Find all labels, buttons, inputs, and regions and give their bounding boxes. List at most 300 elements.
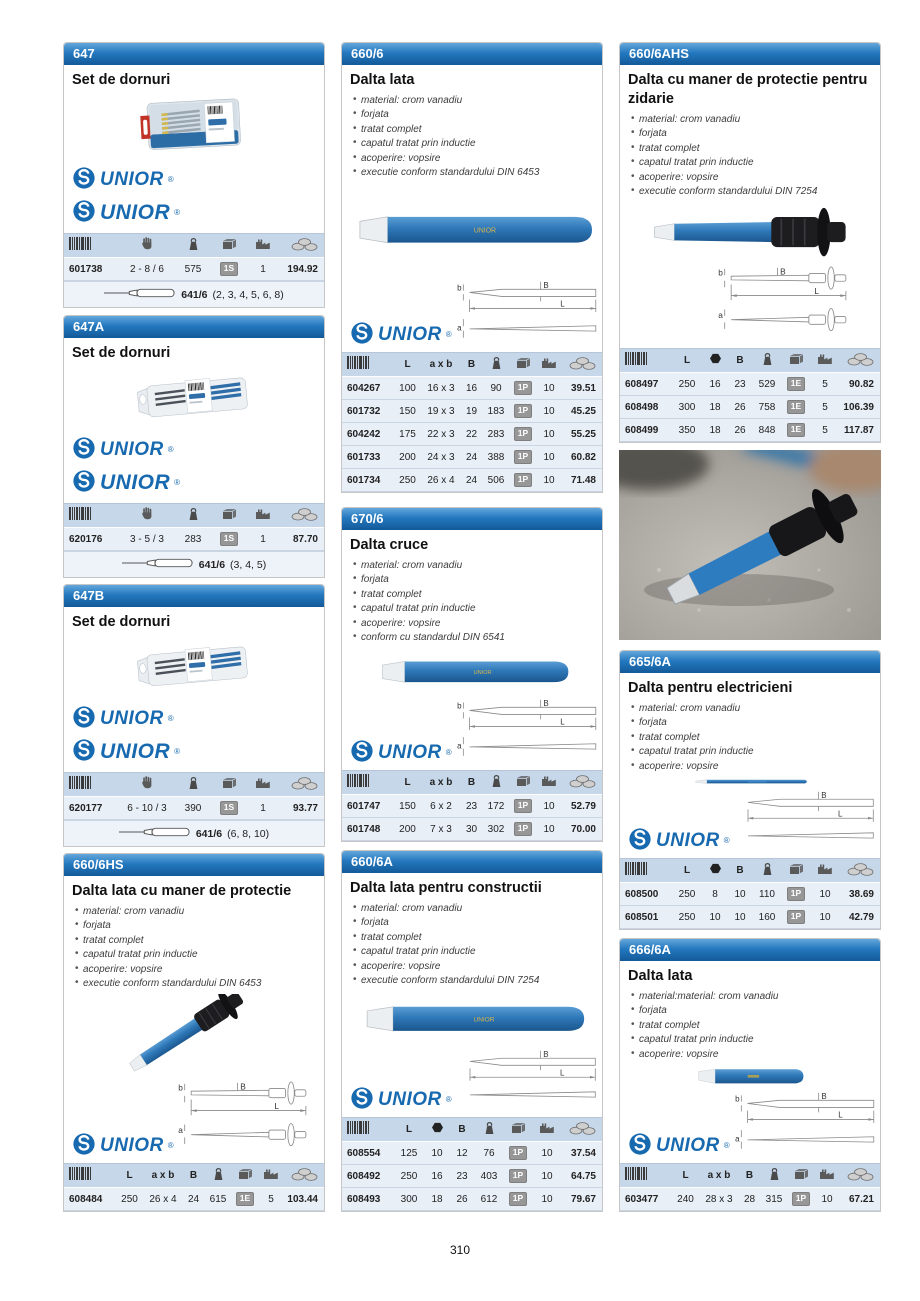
punch-blister-photo	[64, 365, 324, 436]
product-code: 660/6A	[351, 854, 393, 869]
unior-circle-icon	[350, 321, 374, 345]
spec-value: 250	[678, 911, 696, 923]
coins-icon	[291, 782, 318, 793]
col-header-factory-icon	[814, 1164, 840, 1188]
spec-value: 5	[822, 401, 828, 413]
feature-list	[342, 900, 602, 989]
article-number: 601732	[347, 405, 381, 417]
article-number: 608499	[625, 424, 659, 436]
brand-row	[64, 736, 324, 772]
feature-list	[620, 988, 880, 1063]
table-row	[64, 1188, 324, 1211]
feature-list	[64, 903, 324, 992]
col-header-weight-icon	[752, 859, 782, 883]
chisel-photo	[342, 989, 602, 1049]
unior-logo	[628, 827, 730, 855]
package-cell	[510, 446, 536, 469]
page-number: 310	[449, 1243, 471, 1257]
brand-row	[64, 467, 324, 503]
feature-bullet: • forjata	[353, 573, 594, 588]
product-code-header	[620, 939, 880, 961]
barcode-icon	[347, 1126, 369, 1137]
col-header-hand-icon	[120, 234, 174, 258]
price-value: 67.21	[848, 1193, 874, 1205]
dimension-art-row	[64, 705, 324, 736]
col-header-weight-icon	[204, 1164, 232, 1188]
spec-value: 125	[400, 1147, 418, 1159]
spec-value: 848	[758, 424, 776, 436]
package-cell	[782, 906, 810, 929]
spec-value: 2 - 8 / 6	[130, 263, 164, 275]
table-row	[342, 377, 602, 400]
spec-table	[342, 1117, 602, 1212]
price-value: 42.79	[848, 911, 874, 923]
feature-bullet: • tratat complet	[75, 934, 316, 949]
spec-table-grid	[342, 771, 602, 842]
chisel-photo	[342, 646, 602, 698]
spec-value: 10	[543, 405, 555, 417]
spec-value: 10	[541, 1193, 553, 1205]
included-ref: 641/6	[195, 827, 223, 840]
spec-value: 612	[480, 1193, 498, 1205]
col-header-weight-icon	[174, 234, 212, 258]
price-value: 60.82	[570, 451, 596, 463]
spec-value: 3 - 5 / 3	[130, 533, 164, 545]
col-header-weight-icon	[482, 353, 510, 377]
col-header-text: L	[404, 776, 411, 788]
table-row	[342, 1142, 602, 1165]
feature-bullet: • acoperire: vopsire	[353, 960, 594, 975]
article-number: 604242	[347, 428, 381, 440]
price-value: 71.48	[570, 474, 596, 486]
feature-bullet: • executie conform standardului DIN 6453	[353, 166, 594, 181]
spec-value: 10	[709, 911, 721, 923]
product-code: 665/6A	[629, 654, 671, 669]
dimension-art-row	[342, 280, 602, 352]
product-card-647	[63, 42, 325, 308]
product-title: Set de dornuri	[72, 345, 171, 361]
table-row	[342, 818, 602, 841]
weight-icon	[187, 243, 200, 254]
spec-table-grid	[620, 349, 880, 443]
svg-text:L: L	[559, 299, 565, 309]
product-code: 647	[73, 46, 95, 61]
unior-logo-text: UNIOR	[100, 201, 171, 224]
col-header-weight-icon	[174, 504, 212, 528]
col-header-barcode-icon	[620, 349, 672, 373]
table-row	[620, 883, 880, 906]
barcode-icon	[69, 512, 91, 523]
feature-bullet: • tratat complet	[631, 142, 872, 157]
article-number: 601734	[347, 474, 381, 486]
package-badge: 1E	[236, 1192, 254, 1205]
feature-bullet: • acoperire: vopsire	[75, 963, 316, 978]
spec-value: 150	[399, 800, 416, 812]
spec-value: 18	[431, 1193, 443, 1205]
price-value: 93.77	[292, 802, 318, 814]
product-code: 660/6	[351, 46, 384, 61]
punch-set-case-photo	[64, 92, 324, 166]
table-row	[342, 1188, 602, 1211]
spec-value: 24	[465, 451, 478, 463]
col-header-package-icon	[212, 234, 246, 258]
unior-logo	[72, 166, 174, 194]
spec-table	[64, 503, 324, 578]
svg-text:B: B	[780, 265, 786, 276]
unior-logo	[628, 1132, 730, 1160]
col-header-coins-icon	[562, 353, 602, 377]
factory-icon	[541, 779, 557, 790]
spec-value: 10	[734, 911, 746, 923]
article-number: 601733	[347, 451, 381, 463]
punch-blister-photo	[64, 634, 324, 705]
spec-table	[64, 233, 324, 308]
package-badge: 1P	[792, 1192, 810, 1205]
barcode-icon	[347, 361, 369, 372]
spec-value: 388	[487, 451, 505, 463]
package-badge: 1E	[787, 423, 805, 436]
spec-table	[620, 348, 880, 443]
package-cell	[782, 883, 810, 906]
unior-logo-text: UNIOR	[100, 439, 164, 460]
article-number: 608492	[347, 1170, 381, 1182]
price-value: 37.54	[570, 1147, 596, 1159]
spec-value: 110	[759, 888, 775, 900]
feature-bullet: • acoperire: vopsire	[631, 1048, 872, 1063]
svg-text:B: B	[820, 1091, 827, 1101]
col-header-barcode-icon	[620, 1164, 672, 1188]
svg-text:a: a	[456, 741, 462, 751]
col-header-weight-icon	[482, 771, 510, 795]
included-ref: 641/6	[198, 558, 226, 571]
product-title: Dalta lata cu maner de protectie	[72, 883, 292, 899]
unior-logo-text: UNIOR	[378, 324, 442, 345]
hand-icon	[141, 242, 154, 253]
flat-chisel-diagram	[730, 1091, 881, 1160]
col-header-factory-icon	[532, 1118, 562, 1142]
svg-text:L: L	[274, 1100, 279, 1111]
col-header-coins-icon	[280, 504, 324, 528]
product-card-6706	[341, 507, 603, 842]
pin-punch-drawing	[104, 288, 176, 301]
spec-value: 10	[541, 1147, 553, 1159]
col-header-coins-icon	[280, 234, 324, 258]
package-badge: 1S	[220, 262, 238, 275]
col-header-hand-icon	[120, 504, 174, 528]
spec-value: 7 x 3	[430, 823, 452, 835]
price-value: 45.25	[570, 405, 596, 417]
spec-value: 200	[399, 451, 416, 463]
col-header-factory-icon	[246, 234, 280, 258]
col-header-package-icon	[782, 349, 810, 373]
package-icon	[789, 867, 804, 878]
col-header-package-icon	[212, 504, 246, 528]
unior-circle-icon	[72, 436, 96, 460]
package-cell	[510, 400, 536, 423]
barcode-icon	[625, 357, 647, 368]
registered-mark: ®	[445, 1094, 452, 1104]
hex-icon	[432, 1125, 443, 1136]
factory-icon	[817, 357, 833, 368]
coins-icon	[569, 780, 596, 791]
article-number: 603477	[625, 1193, 659, 1205]
registered-mark: ®	[723, 1140, 730, 1150]
product-code: 660/6HS	[73, 857, 124, 872]
package-icon	[794, 1172, 809, 1183]
svg-text:L: L	[559, 717, 565, 727]
svg-text:UNIOR: UNIOR	[473, 228, 497, 236]
unior-logo	[72, 705, 174, 733]
included-sizes: (6, 8, 10)	[227, 827, 270, 840]
svg-text:UNIOR: UNIOR	[473, 1016, 495, 1024]
spec-value: 758	[758, 401, 776, 413]
factory-icon	[539, 1126, 555, 1137]
feature-bullet: • executie conform standardului DIN 6453	[75, 977, 316, 992]
feature-list	[620, 700, 880, 775]
spec-value: 18	[709, 424, 721, 436]
factory-icon	[819, 1172, 835, 1183]
table-row	[64, 797, 324, 820]
col-header-factory-icon	[258, 1164, 284, 1188]
package-badge: 1P	[509, 1146, 527, 1159]
feature-bullet: • acoperire: vopsire	[631, 171, 872, 186]
feature-bullet: • material: crom vanadiu	[631, 702, 872, 717]
factory-icon	[541, 361, 557, 372]
unior-circle-icon	[72, 469, 96, 493]
table-row	[620, 373, 880, 396]
spec-value: 150	[399, 405, 416, 417]
package-badge: 1E	[787, 400, 805, 413]
included-sizes: (3, 4, 5)	[230, 558, 267, 571]
svg-text:a: a	[718, 309, 723, 320]
spec-value: 302	[487, 823, 505, 835]
hand-icon	[141, 781, 154, 792]
unior-circle-icon	[628, 1132, 652, 1156]
unior-logo-text: UNIOR	[100, 708, 164, 729]
feature-bullet: • acoperire: vopsire	[353, 152, 594, 167]
col-header-package-icon	[510, 771, 536, 795]
unior-logo	[72, 738, 316, 766]
spec-value: 1	[260, 533, 266, 545]
feature-bullet: • acoperire: vopsire	[353, 617, 594, 632]
col-header-package-icon	[788, 1164, 814, 1188]
spec-table-grid	[64, 234, 324, 282]
factory-icon	[255, 512, 271, 523]
spec-value: 5	[822, 424, 828, 436]
col-header-factory-icon	[246, 504, 280, 528]
spec-table-grid	[342, 1118, 602, 1212]
coins-icon	[291, 513, 318, 524]
feature-bullet: • tratat complet	[353, 123, 594, 138]
col-header-weight-icon	[174, 773, 212, 797]
spec-value: 10	[543, 474, 555, 486]
dimension-art-row	[620, 790, 880, 858]
unior-circle-icon	[72, 1132, 96, 1156]
price-value: 70.00	[570, 823, 596, 835]
product-code: 647B	[73, 588, 105, 603]
product-card-647B	[63, 584, 325, 847]
spec-value: 6 x 2	[430, 800, 452, 812]
unior-logo-text: UNIOR	[378, 742, 442, 763]
product-code: 666/6A	[629, 942, 671, 957]
spec-table	[64, 1163, 324, 1212]
col-header-text: B	[189, 1169, 198, 1181]
svg-text:a: a	[456, 323, 462, 333]
feature-bullet: • capatul tratat prin inductie	[631, 745, 872, 760]
column-middle	[341, 42, 603, 1212]
col-header-coins-icon	[562, 771, 602, 795]
product-card-6656A	[619, 650, 881, 930]
svg-text:B: B	[542, 698, 549, 708]
col-header-hex-icon	[424, 1118, 450, 1142]
spec-value: 315	[765, 1193, 783, 1205]
unior-circle-icon	[628, 827, 652, 851]
coins-icon	[847, 868, 874, 879]
spec-value: 28 x 3	[705, 1193, 733, 1205]
spec-value: 10	[543, 800, 555, 812]
svg-text:b: b	[456, 701, 462, 711]
spec-value: 10	[431, 1147, 443, 1159]
col-header-text: L	[683, 864, 691, 876]
spec-value: 26 x 4	[149, 1193, 177, 1205]
product-card-647A	[63, 315, 325, 578]
spec-value: 23	[456, 1170, 468, 1182]
svg-text:L: L	[814, 285, 820, 296]
feature-bullet: • capatul tratat prin inductie	[353, 137, 594, 152]
col-header-text: a x b	[707, 1169, 731, 1181]
coins-icon	[569, 362, 596, 373]
col-header-hex-icon	[702, 859, 728, 883]
unior-logo	[72, 469, 316, 497]
feature-bullet: • forjata	[631, 716, 872, 731]
price-value: 64.75	[570, 1170, 596, 1182]
spec-value: 16 x 3	[427, 382, 455, 394]
package-cell	[212, 797, 246, 820]
unior-logo-text: UNIOR	[656, 1135, 720, 1156]
dimension-art-row	[342, 1049, 602, 1117]
package-icon	[511, 1126, 526, 1137]
spec-value: 283	[487, 428, 505, 440]
col-header-factory-icon	[810, 349, 840, 373]
spec-table-grid	[342, 353, 602, 493]
pin-punch-drawing	[122, 558, 194, 571]
package-cell	[510, 423, 536, 446]
unior-logo-text: UNIOR	[100, 471, 171, 494]
product-code-header	[64, 585, 324, 607]
spec-value: 300	[400, 1193, 418, 1205]
factory-icon	[255, 242, 271, 253]
barcode-icon	[625, 867, 647, 878]
weight-icon	[761, 358, 774, 369]
article-number: 608484	[69, 1193, 103, 1205]
table-row	[342, 446, 602, 469]
weight-icon	[490, 362, 503, 373]
price-value: 39.51	[570, 382, 596, 394]
spec-value: 10	[541, 1170, 553, 1182]
package-cell	[212, 258, 246, 281]
spec-table	[620, 1163, 880, 1212]
package-cell	[510, 795, 536, 818]
col-header-package-icon	[510, 353, 536, 377]
product-code: 647A	[73, 319, 105, 334]
svg-text:L: L	[559, 1067, 565, 1077]
product-title: Dalta lata pentru constructii	[350, 880, 542, 896]
col-header-barcode-icon	[620, 859, 672, 883]
article-number: 608500	[625, 888, 659, 900]
spec-value: 26 x 4	[427, 474, 455, 486]
spec-value: 200	[399, 823, 416, 835]
package-icon	[516, 779, 531, 790]
price-value: 194.92	[287, 263, 318, 275]
spec-value: 1	[260, 263, 266, 275]
col-header-package-icon	[504, 1118, 532, 1142]
col-header-hex-icon	[702, 349, 728, 373]
included-ref: 641/6	[181, 288, 208, 301]
spec-value: 250	[400, 1170, 418, 1182]
unior-circle-icon	[72, 738, 96, 762]
feature-bullet: • material:material: crom vanadiu	[631, 990, 872, 1005]
feature-bullet: • conform cu standardul DIN 6541	[353, 631, 594, 646]
spec-table	[342, 770, 602, 842]
feature-bullet: • executie conform standardului DIN 7254	[353, 974, 594, 989]
col-header-factory-icon	[246, 773, 280, 797]
product-title: Set de dornuri	[72, 72, 171, 88]
spec-value: 283	[184, 533, 202, 545]
table-row	[620, 396, 880, 419]
factory-icon	[817, 867, 833, 878]
guard-diagram	[174, 1081, 325, 1160]
feature-bullet: • acoperire: vopsire	[631, 760, 872, 775]
spec-value: 5	[822, 378, 828, 390]
package-cell	[232, 1188, 258, 1211]
product-code: 670/6	[351, 511, 384, 526]
unior-circle-icon	[72, 199, 96, 223]
spec-value: 350	[678, 424, 696, 436]
price-value: 106.39	[843, 401, 874, 413]
feature-bullet: • material: crom vanadiu	[631, 113, 872, 128]
col-header-weight-icon	[474, 1118, 504, 1142]
article-number: 608493	[347, 1193, 381, 1205]
unior-circle-icon	[72, 166, 96, 190]
unior-logo-text: UNIOR	[100, 740, 171, 763]
feature-bullet: • capatul tratat prin inductie	[631, 156, 872, 171]
col-header-text: a x b	[429, 776, 453, 788]
spec-table-grid	[64, 504, 324, 552]
col-header-text: L	[126, 1169, 133, 1181]
weight-icon	[490, 780, 503, 791]
unior-logo	[350, 739, 452, 767]
column-left	[63, 42, 325, 1212]
col-header-text: B	[458, 1123, 466, 1135]
hex-icon	[710, 866, 721, 877]
unior-logo-text: UNIOR	[656, 830, 720, 851]
registered-mark: ®	[167, 444, 174, 454]
spec-value: 250	[121, 1193, 138, 1205]
spec-value: 22 x 3	[427, 428, 455, 440]
article-number: 601738	[69, 263, 103, 275]
brand-row	[64, 197, 324, 233]
spec-value: 90	[490, 382, 502, 394]
spec-value: 30	[465, 823, 478, 835]
spec-value: 24	[465, 474, 478, 486]
svg-text:B: B	[820, 790, 827, 800]
coins-icon	[847, 1173, 874, 1184]
price-value: 52.79	[570, 800, 596, 812]
spec-value: 1	[260, 802, 266, 814]
registered-mark: ®	[445, 329, 452, 339]
flat-chisel-BL-diagram	[730, 790, 881, 855]
dimension-art-row	[64, 436, 324, 467]
